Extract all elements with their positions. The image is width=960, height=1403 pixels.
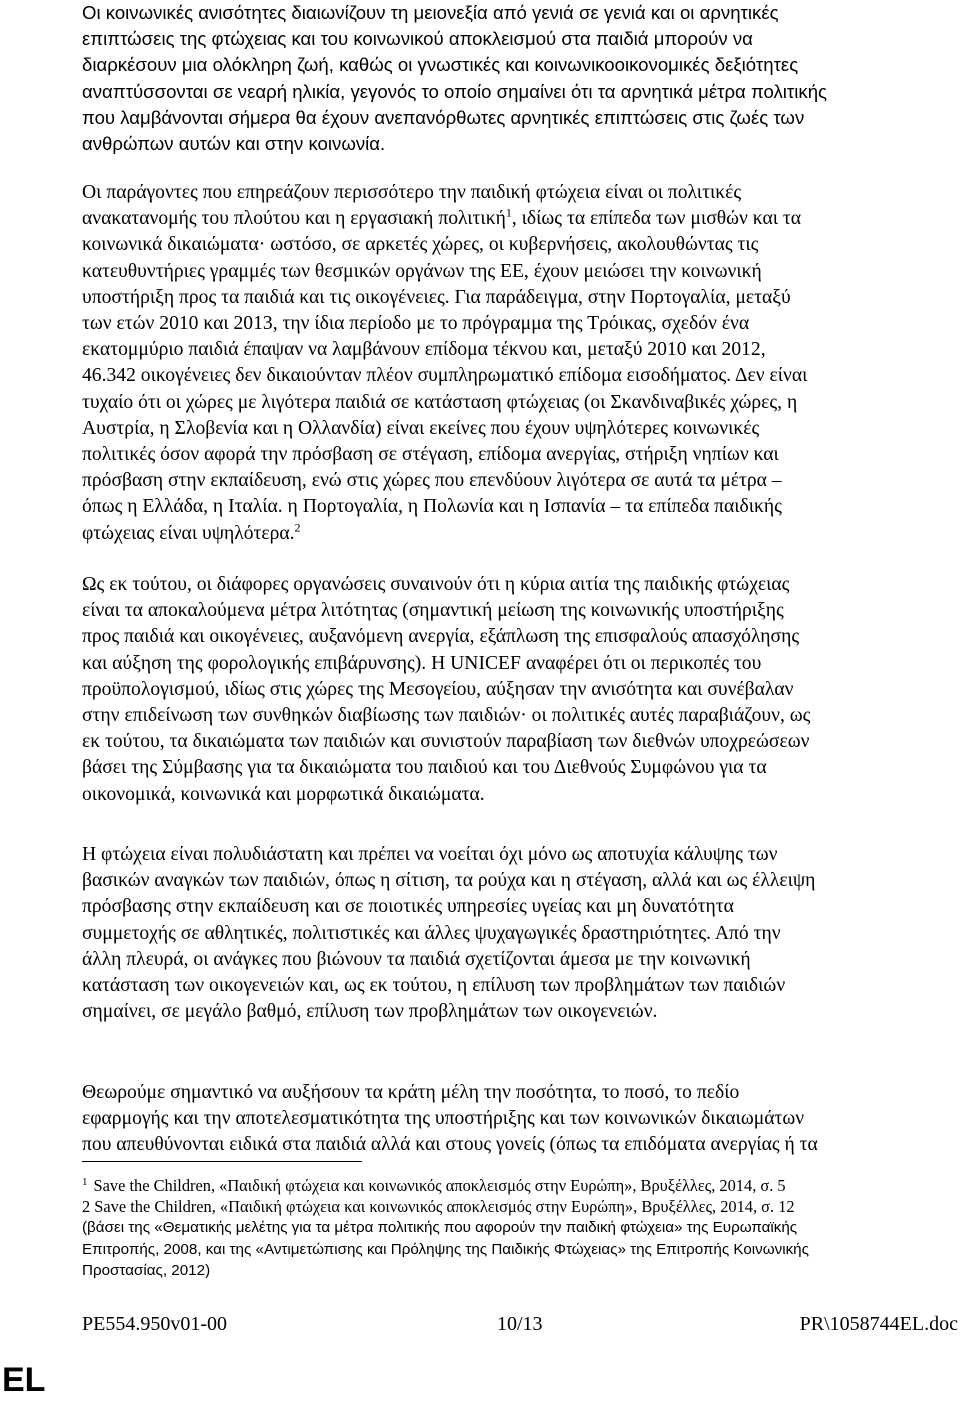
text-line: εκ τούτου, τα δικαιώματα των παιδιών και συνιστούν παραβίαση των διεθνών υποχρεώσεων <box>82 731 810 753</box>
text-segment: φτώχειας είναι υψηλότερα. <box>82 522 295 544</box>
text-segment: Για παράδειγμα, στην Πορτογαλία, μεταξύ <box>449 286 791 308</box>
text-segment: υποστήριξη προς τα παιδιά και τις οικογένειες. <box>82 286 450 308</box>
text-line: κοινωνικά δικαιώματα· ωστόσο, σε αρκετές χώρες, οι κυβερνήσεις, ακολουθώντας τις <box>82 234 759 256</box>
text-line: σημαίνει, σε μεγάλο βαθμό, επίλυση των προβλημάτων των οικογενειών. <box>82 1001 658 1023</box>
file-reference: PR\1058744EL.doc <box>799 1313 958 1335</box>
text-line: πρόσβαση στην εκπαίδευση, ενώ στις χώρες που επενδύουν λιγότερα σε αυτά τα μέτρα – <box>82 470 782 492</box>
text-line: εκατομμύριο παιδιά έπαψαν να λαμβάνουν επίδομα τέκνου και, μεταξύ 2010 και 2012, <box>82 339 766 361</box>
paragraph-3 <box>82 572 810 808</box>
text-line: όπως η Ελλάδα, η Ιταλία. η Πορτογαλία, η Πολωνία και η Ισπανία – τα επίπεδα παιδικής <box>82 496 782 518</box>
text-line: Αυστρία, η Σλοβενία και η Ολλανδία) είναι εκείνες που έχουν υψηλότερες κοινωνικές <box>82 417 760 439</box>
text-line: προϋπολογισμού, ιδίως στις χώρες της Μεσογείου, αύξησαν την ανισότητα και συνέβαλαν <box>82 678 794 700</box>
page-number: 10/13 <box>497 1313 543 1335</box>
footnotes <box>82 1175 958 1281</box>
text-line: άλλη πλευρά, οι ανάγκες που βιώνουν τα παιδιά σχετίζονται άμεσα με την κοινωνική <box>82 948 751 970</box>
footnote-2-continuation: Επιτροπής, 2008, και της «Αντιμετώπισης και Πρόληψης της Παιδικής Φτώχειας» της Επιτροπής Κοινωνικής <box>82 1240 809 1258</box>
paragraph-1 <box>82 0 827 157</box>
text-line: κατάσταση των οικογενειών και, ως εκ τούτου, η επίλυση των προβλημάτων των παιδιών <box>82 975 786 997</box>
footnote-separator <box>82 1161 362 1162</box>
footnote-2-continuation: (βάσει της «Θεματικής μελέτης για τα μέτρα πολιτικής που αφορούν την παιδική φτώχεια» της Ευρωπαϊκής <box>82 1219 798 1237</box>
text-line: κατευθυντήριες γραμμές των θεσμικών οργάνων της ΕΕ, έχουν μειώσει την κοινωνική <box>82 260 762 282</box>
text-segment: ανακατανομής του πλούτου και η εργασιακή πολιτική <box>82 208 506 230</box>
text-line: είναι τα αποκαλούμενα μέτρα λιτότητας (σημαντική μείωση της κοινωνικής υποστήριξης <box>82 600 784 622</box>
text-line: πολιτικές όσον αφορά την πρόσβαση σε στέγαση, επίδομα ανεργίας, στήριξη νηπίων και <box>82 444 779 466</box>
text-segment: , ιδίως τα επίπεδα των μισθών και τα <box>511 208 802 230</box>
footnote-1 <box>82 1175 958 1196</box>
paragraph-2 <box>82 180 807 547</box>
text-line: στην επιδείνωση των συνθηκών διαβίωσης των παιδιών· οι πολιτικές αυτές παραβιάζουν, ως <box>82 705 811 727</box>
text-line <box>82 521 807 547</box>
text-line: 46.342 οικογένειες δεν δικαιούνταν πλέον συμπληρωματικό επίδομα εισοδήματος. Δεν είναι <box>82 365 808 387</box>
text-line: που απευθύνονται ειδικά στα παιδιά αλλά και στους γονείς (όπως τα επιδόματα ανεργίας ή τα <box>82 1134 818 1156</box>
text-line: πρόσβασης στην εκπαίδευση και σε ποιοτικές υπηρεσίες υγείας και μη δυνατότητα <box>82 896 734 918</box>
text-line: ανθρώπων αυτών και στην κοινωνία. <box>82 133 386 155</box>
text-line: εφαρμογής και την αποτελεσματικότητα της υποστήριξης και των κοινωνικών δικαιωμάτων <box>82 1108 805 1130</box>
footnote-ref-2[interactable]: 2 <box>294 520 301 535</box>
language-code: EL <box>2 1361 46 1399</box>
footnote-2-continuation: Προστασίας, 2012) <box>82 1261 211 1279</box>
text-line: Ως εκ τούτου, οι διάφορες οργανώσεις συναινούν ότι η κύρια αιτία της παιδικής φτώχειας <box>82 574 790 595</box>
text-line: βασικών αναγκών των παιδιών, όπως η σίτιση, τα ρούχα και η στέγαση, αλλά και ως έλλειψη <box>82 870 816 892</box>
paragraph-5 <box>82 1080 818 1159</box>
text-line: διαρκέσουν μια ολόκληρη ζωή, καθώς οι γνωστικές και κοινωνικοοικονομικές δεξιότητες <box>82 54 799 76</box>
text-line: Θεωρούμε σημαντικό να αυξήσουν τα κράτη μέλη την ποσότητα, το ποσό, το πεδίο <box>82 1082 740 1103</box>
text-line: βάσει της Σύμβασης για τα δικαιώματα του παιδιού και του Διεθνούς Συμφώνου για τα <box>82 757 767 779</box>
footnote-2: 2 Save the Children, «Παιδική φτώχεια και κοινωνικός αποκλεισμός στην Ευρώπη», Βρυξέλλες, 2014, σ. 12 <box>82 1197 795 1217</box>
text-line: συμμετοχής σε αθλητικές, πολιτιστικές και άλλες ψυχαγωγικές δραστηριότητες. Από την <box>82 922 781 944</box>
footnote-text: Save the Children, «Παιδική φτώχεια και κοινωνικός αποκλεισμός στην Ευρώπη», Βρυξέλλες, 2014, σ. 5 <box>93 1176 786 1195</box>
text-line: επιπτώσεις της φτώχειας και του κοινωνικού αποκλεισμού στα παιδιά μπορούν να <box>82 28 753 50</box>
text-line: και αύξηση της φορολογικής επιβάρυνσης). Η UNICEF αναφέρει ότι οι περικοπές του <box>82 652 762 674</box>
text-line: προς παιδιά και οικογένειες, αυξανόμενη ανεργία, εξάπλωση της επισφαλούς απασχόλησης <box>82 626 800 648</box>
footnote-number: 1 <box>82 1175 88 1188</box>
text-line: Οι κοινωνικές ανισότητες διαιωνίζουν τη μειονεξία από γενιά σε γενιά και οι αρνητικές <box>82 2 779 23</box>
text-line <box>82 285 807 311</box>
text-line <box>82 206 807 232</box>
text-line: που λαμβάνονται σήμερα θα έχουν ανεπανόρθωτες αρνητικές επιπτώσεις στις ζωές των <box>82 106 805 128</box>
text-line: αναπτύσσονται σε νεαρή ηλικία, γεγονός το οποίο σημαίνει ότι τα αρνητικά μέτρα πολιτικής <box>82 80 828 102</box>
footnote-ref-1[interactable]: 1 <box>505 205 512 220</box>
text-line: Οι παράγοντες που επηρεάζουν περισσότερο την παιδική φτώχεια είναι οι πολιτικές <box>82 182 742 203</box>
page-footer <box>82 1310 958 1338</box>
document-reference: PE554.950v01-00 <box>82 1313 227 1335</box>
text-line: Η φτώχεια είναι πολυδιάστατη και πρέπει να νοείται όχι μόνο ως αποτυχία κάλυψης των <box>82 844 778 865</box>
paragraph-4 <box>82 842 815 1025</box>
text-line: τυχαίο ότι οι χώρες με λιγότερα παιδιά σε κατάσταση φτώχειας (οι Σκανδιναβικές χώρες, η <box>82 391 798 413</box>
text-line: οικονομικά, κοινωνικά και μορφωτικά δικαιώματα. <box>82 783 485 805</box>
text-line: των ετών 2010 και 2013, την ίδια περίοδο με το πρόγραμμα της Τρόικας, σχεδόν ένα <box>82 313 750 335</box>
